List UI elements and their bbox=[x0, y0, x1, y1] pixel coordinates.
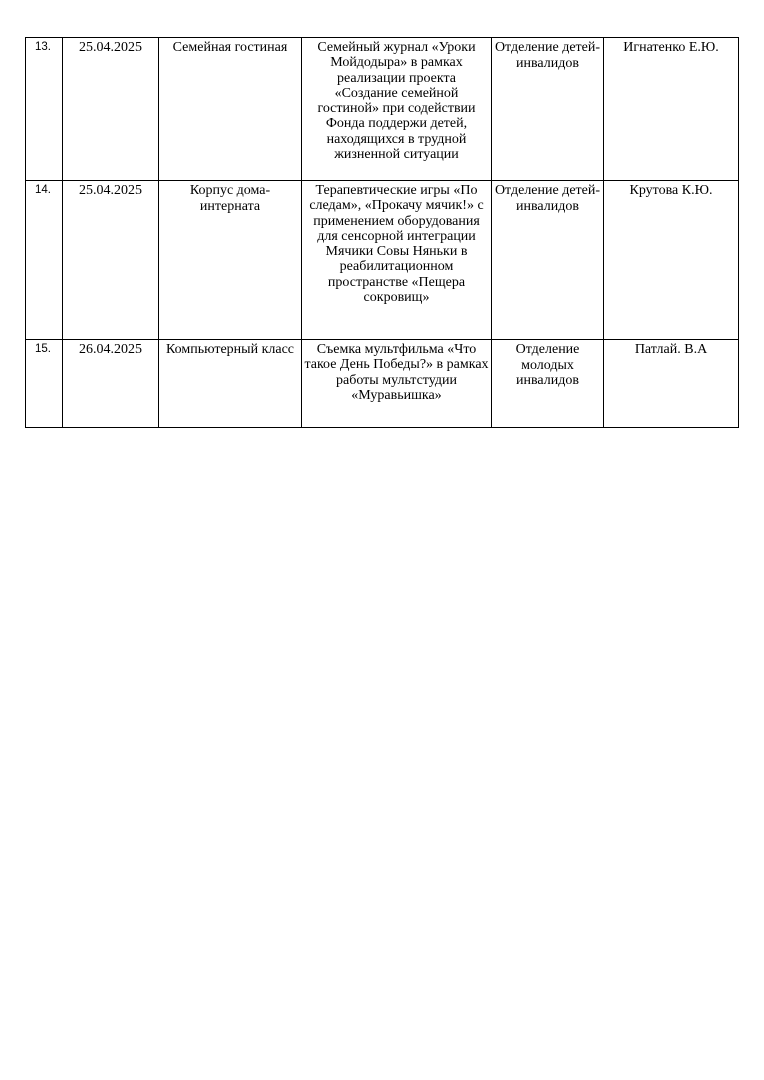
row-number: 15. bbox=[26, 340, 63, 428]
event-date: 25.04.2025 bbox=[63, 181, 159, 340]
table-row bbox=[26, 38, 739, 181]
row-number: 13. bbox=[26, 38, 63, 181]
event-responsible: Игнатенко Е.Ю. bbox=[604, 38, 739, 181]
row-number: 14. bbox=[26, 181, 63, 340]
event-place: Семейная гостиная bbox=[159, 38, 302, 181]
event-date: 25.04.2025 bbox=[63, 38, 159, 181]
event-department: Отделение детей-инвалидов bbox=[492, 38, 604, 181]
event-description: Съемка мультфильма «Что такое День Победы?» в рамках работы мультстудии «Муравьишка» bbox=[302, 340, 492, 428]
event-description: Семейный журнал «Уроки Мойдодыра» в рамках реализации проекта «Создание семейной гостиной» при содействии Фонда поддержи детей, находящихся в трудной жизненной ситуации bbox=[302, 38, 492, 181]
event-description: Терапевтические игры «По следам», «Прокачу мячик!» с применением оборудования для сенсорной интеграции Мячики Совы Няньки в реабилитационном пространстве «Пещера сокровищ» bbox=[302, 181, 492, 340]
event-responsible: Крутова К.Ю. bbox=[604, 181, 739, 340]
table-row bbox=[26, 181, 739, 340]
event-place: Компьютерный класс bbox=[159, 340, 302, 428]
events-table bbox=[25, 37, 739, 428]
event-place: Корпус дома-интерната bbox=[159, 181, 302, 340]
event-responsible: Патлай. В.А bbox=[604, 340, 739, 428]
event-department: Отделение детей-инвалидов bbox=[492, 181, 604, 340]
table-row bbox=[26, 340, 739, 428]
event-department: Отделение молодых инвалидов bbox=[492, 340, 604, 428]
event-date: 26.04.2025 bbox=[63, 340, 159, 428]
